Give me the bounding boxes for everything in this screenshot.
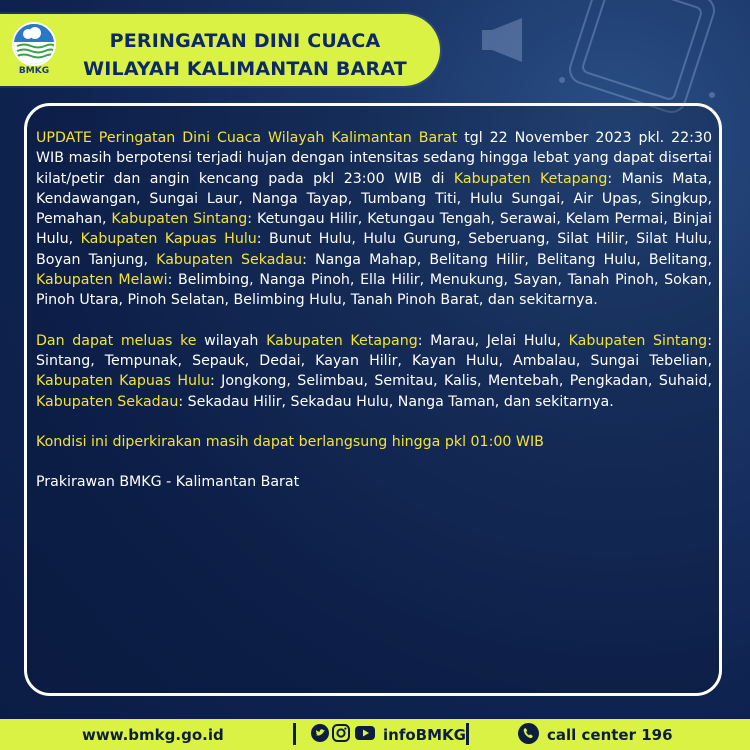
page-title-line1: PERINGATAN DINI CUACA xyxy=(109,30,381,52)
highlight-regency: Kabupaten Kapuas Hulu xyxy=(80,231,257,248)
highlight-regency: Kabupaten Kapuas Hulu xyxy=(36,373,210,390)
phone-megaphone-illustration xyxy=(462,0,732,120)
highlight-regency: Kabupaten Ketapang xyxy=(266,332,418,349)
text-segment: : Nanga Mahap, Belitang Hilir, Belitang Hulu, Belitang, xyxy=(302,251,712,268)
warning-content xyxy=(36,128,712,492)
bmkg-logo xyxy=(12,22,56,82)
website-link[interactable]: www.bmkg.go.id xyxy=(82,726,224,744)
highlight-regency: Kabupaten Ketapang xyxy=(453,170,608,187)
text-segment: : Manis Mata, Kendawangan, Sungai Laur, Nanga Tayap, Tumbang Titi, Hulu Sungai, Air Upas, Singkup, Pemahan, xyxy=(36,170,712,228)
twitter-icon[interactable] xyxy=(311,724,329,742)
paragraph-spacer xyxy=(36,452,712,472)
highlight-regency: Kabupaten Sintang xyxy=(568,332,708,349)
bmkg-emblem-icon xyxy=(14,24,54,64)
phone-icon xyxy=(518,723,539,744)
paragraph-spacer xyxy=(36,311,712,331)
youtube-icon[interactable] xyxy=(354,724,376,742)
highlight-regency: Kabupaten Sekadau xyxy=(156,251,303,268)
text-segment: : Ketungau Hilir, Ketungau Tengah, Serawai, Kelam Permai, Binjai Hulu, xyxy=(36,211,713,248)
logo-text: BMKG xyxy=(18,66,50,76)
social-handle[interactable]: infoBMKG xyxy=(383,726,466,744)
paragraph-spacer xyxy=(36,412,712,432)
page-title-line2: WILAYAH KALIMANTAN BARAT xyxy=(83,58,407,80)
instagram-icon[interactable] xyxy=(332,724,350,742)
highlight-regency: Kabupaten Sekadau xyxy=(36,393,179,410)
text-segment: tgl 22 November 2023 pkl. 22:30 WIB masih berpotensi terjadi hujan dengan intensitas sedang hingga lebat yang dapat disertai kilat/petir dan angin kencang pada pkl 23:00 WIB di xyxy=(36,130,712,187)
warning-paragraph-1 xyxy=(36,128,712,311)
highlight-update: UPDATE Peringatan Dini Cuaca Wilayah Kalimantan Barat xyxy=(36,130,458,146)
highlight-regency: Kabupaten Melawi xyxy=(36,272,168,289)
text-segment: : Jongkong, Selimbau, Semitau, Kalis, Mentebah, Pengkadan, Suhaid, xyxy=(209,373,712,390)
text-segment: : Sekadau Hilir, Sekadau Hulu, Nanga Taman, dan sekitarnya. xyxy=(178,393,614,410)
text-segment: : Belimbing, Nanga Pinoh, Ella Hilir, Menukung, Sayan, Tanah Pinoh, Sokan, Pinoh Utara, Pinoh Selatan, Belimbing Hulu, Tanah Pinoh Barat, dan sekitarnya. xyxy=(36,272,713,309)
footer-divider xyxy=(466,723,469,745)
text-segment: wilayah xyxy=(196,332,267,349)
text-segment: : Marau, Jelai Hulu, xyxy=(417,332,569,349)
footer-divider xyxy=(293,723,296,745)
highlight-expand: Dan dapat meluas ke xyxy=(36,332,197,349)
text-segment: : Sintang, Tempunak, Sepauk, Dedai, Kayan Hilir, Kayan Hulu, Ambalau, Sungai Tebelian, xyxy=(36,332,712,369)
text-segment: : Bunut Hulu, Hulu Gurung, Seberuang, Silat Hilir, Silat Hulu, Boyan Tanjung, xyxy=(36,231,712,268)
highlight-regency: Kabupaten Sintang xyxy=(111,211,248,228)
call-center[interactable]: call center 196 xyxy=(547,726,673,744)
warning-paragraph-2 xyxy=(36,331,712,412)
condition-note: Kondisi ini diperkirakan masih dapat berlangsung hingga pkl 01:00 WIB xyxy=(36,433,544,450)
forecaster-signature: Prakirawan BMKG - Kalimantan Barat xyxy=(36,474,300,491)
